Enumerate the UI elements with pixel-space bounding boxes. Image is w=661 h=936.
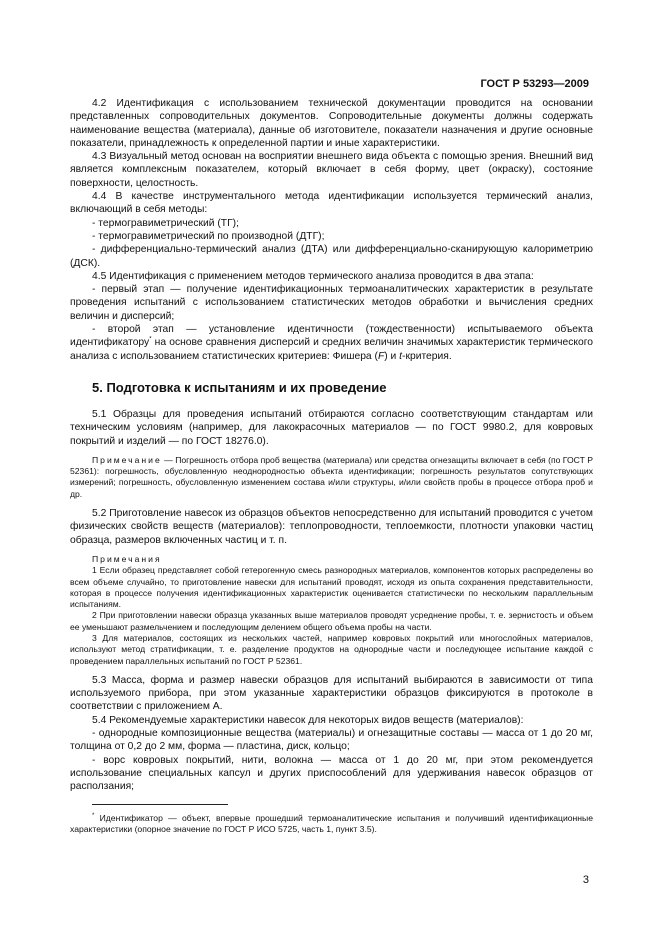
list-item-composites: - однородные композиционные вещества (материалы) и огнезащитные составы — масса от 1 до 20 мг, толщина от 0,2 до 2 мм, форма — пластина, диск, кольцо; xyxy=(70,728,593,753)
para-5-4: 5.4 Рекомендуемые характеристики навесок для некоторых видов веществ (материалов): xyxy=(92,714,524,726)
footnote-text: Идентификатор — объект, впервые прошедший термоаналитические испытания и получивший идентификационные характеристики (опорное значение по ГОСТ Р ИСО 5725, часть 1, пункт 3.5). xyxy=(70,813,593,835)
list-item-carpet-pile: - ворс ковровых покрытий, нити, волокна — масса от 1 до 20 мг, при этом рекомендуется использование специальных капсул и других приспособлений для удерживания навесок образцов от расползания; xyxy=(70,754,593,793)
stage-two-rest: на основе сравнения дисперсий и средних величин значимых характеристик термического анализа с использованием статистических критериев: Фишера ( xyxy=(70,337,593,362)
note-item-1: 1 Если образец представляет собой гетерогенную смесь разнородных материалов, компонентов которых распределены во всем объеме случайно, то приготовление навески для испытаний проводят, исходя из опыта сохранения представительности, которая в процессе получения идентификационных характеристик оценивается статистически по нескольким параллельным испытаниям. xyxy=(70,565,593,610)
note-item-2: 2 При приготовлении навески образца указанных выше материалов проводят усреднение пробы, т. е. зернистость и объем ее уменьшают размельчением и последующим делением общего объема пробы на части. xyxy=(70,610,593,632)
para-4-4: 4.4 В качестве инструментального метода идентификации используется термический анализ, включающий в себя методы: xyxy=(70,191,593,216)
stage-two-text: - второй этап — установление идентичности (тождественности) испытываемого объекта идентификатору xyxy=(70,324,593,349)
list-item-tg: - термогравиметрический (ТГ); xyxy=(92,217,239,229)
page-content xyxy=(70,97,593,794)
stage-two-end: -критерия. xyxy=(402,350,452,362)
stage-one: - первый этап — получение идентификационных термоаналитических характеристик в результате проведения испытаний с использованием статистических методов обработки и вычисления средних величин и дисперсий; xyxy=(70,284,593,322)
list-item-dta: - дифференциально-термический анализ (ДТА) или дифференциально-сканирующую калориметрию (ДСК). xyxy=(70,244,593,269)
para-4-2: 4.2 Идентификация с использованием технической документации проводится на основании представленных сопроводительных документов. Сопроводительные документы должны содержать наименование вещества (материала), данные об изготовителе, показатели назначения и другие основные показатели, принадлежность к определенной партии и иные характеристики. xyxy=(70,98,593,149)
note-label: Примечание xyxy=(92,454,162,465)
t-symbol: t xyxy=(399,350,403,362)
stage-two xyxy=(70,323,593,363)
fisher-symbol: F xyxy=(377,350,385,362)
note-1 xyxy=(70,455,593,500)
document-header: ГОСТ Р 53293—2009 xyxy=(480,78,589,90)
list-item-dtg: - термогравиметрический по производной (ДТГ); xyxy=(92,230,325,242)
para-4-5: 4.5 Идентификация с применением методов термического анализа проводится в два этапа: xyxy=(92,270,534,282)
footnote-mark: * xyxy=(92,813,95,820)
para-5-3: 5.3 Масса, форма и размер навески образцов для испытаний выбираются в зависимости от типа используемого прибора, при этом указанные характеристики образцов фиксируются в протоколе в соответствии с приложением А. xyxy=(70,674,593,713)
para-4-3: 4.3 Визуальный метод основан на восприятии внешнего вида объекта с помощью зрения. Внешний вид является комплексным показателем, который включает в себя форму, цвет (окраску), состояние поверхности, целостность. xyxy=(70,151,593,189)
notes-label: Примечания xyxy=(92,553,162,564)
footnote-ref: * xyxy=(149,336,152,343)
page-number: 3 xyxy=(582,874,589,886)
stage-two-mid: ) и xyxy=(384,350,400,362)
footnote-divider xyxy=(92,804,228,805)
section-title: 5. Подготовка к испытаниям и их проведение xyxy=(92,379,387,395)
para-5-1: 5.1 Образцы для проведения испытаний отбираются согласно соответствующим стандартам или техническим условиям (например, для лакокрасочных материалов — по ГОСТ 9980.2, для ковровых покрытий и изделий — по ГОСТ 18276.0). xyxy=(70,408,593,447)
note-text: — Погрешность отбора проб вещества (материала) или средства огнезащиты включает в себя (по ГОСТ Р 52361): погрешность, обусловленную неоднородностью объекта идентификации; погрешность результатов сопутствующих измерений; погрешность, обусловленную изменением состава и/или структуры, и/или свойств пробы в процессе отбора проб и др. xyxy=(70,454,593,499)
para-5-2: 5.2 Приготовление навесок из образцов объектов непосредственно для испытаний проводится с учетом физических свойств веществ (материалов): теплопроводности, теплоемкости, плотности упаковки частиц образца, размеров включенных частиц и т. п. xyxy=(70,508,593,546)
note-item-3: 3 Для материалов, состоящих из нескольких частей, например ковровых покрытий или многослойных материалов, используют метод стратификации, т. е. разделение продуктов на однородные части и последующее испытание каждой с проведением параллельных испытаний по ГОСТ Р 52361. xyxy=(70,632,593,666)
footnote xyxy=(70,813,593,836)
